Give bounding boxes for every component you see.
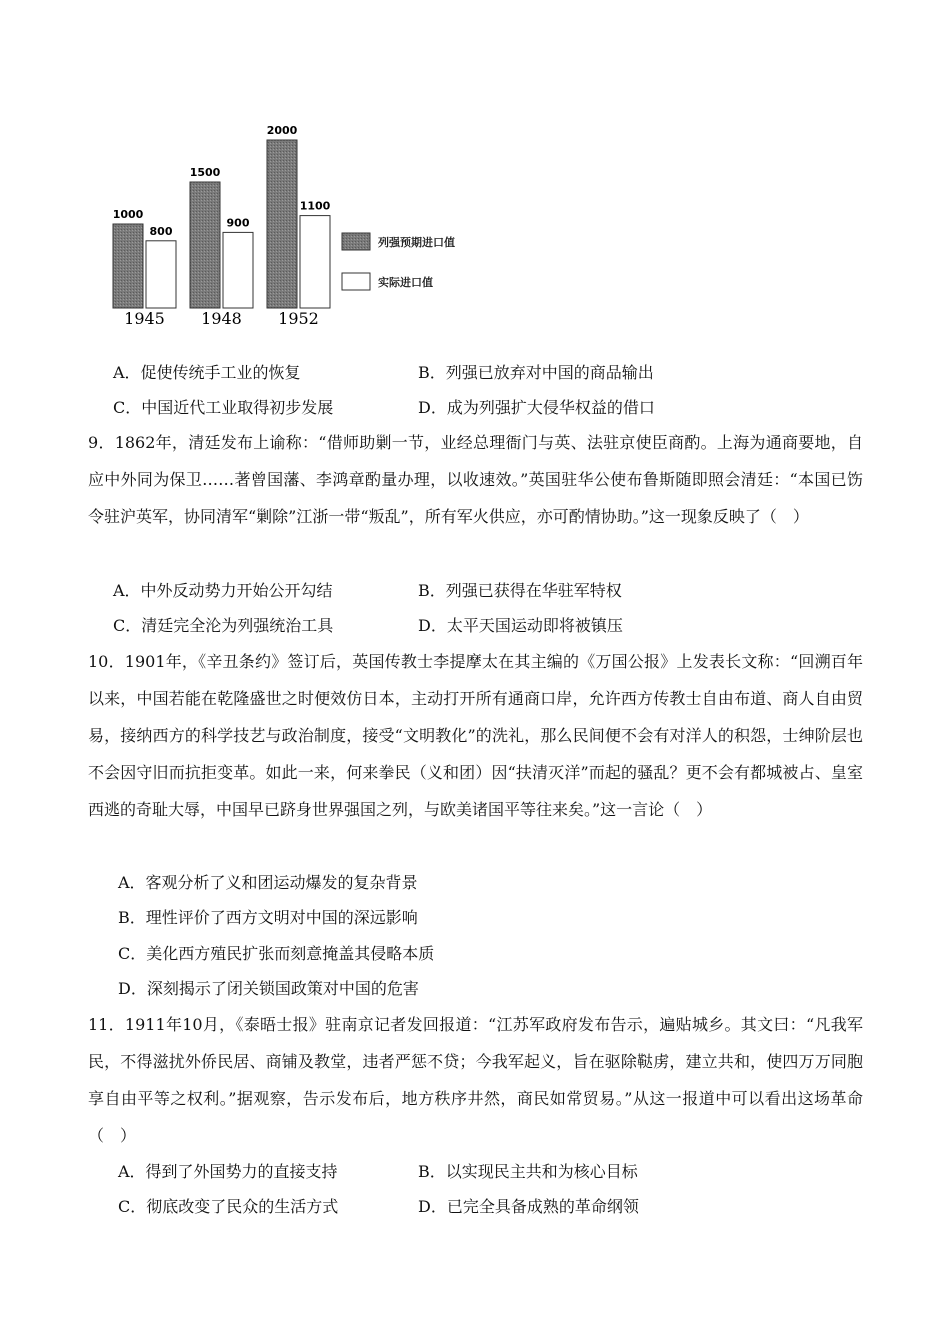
q8-option-c[interactable]: C．中国近代工业取得初步发展 xyxy=(113,398,334,417)
q11-option-c[interactable]: C．彻底改变了民众的生活方式 xyxy=(118,1197,339,1216)
category-label-1952: 1952 xyxy=(278,309,319,328)
category-label-1948: 1948 xyxy=(201,309,242,328)
q8-option-a[interactable]: A．促使传统手工业的恢复 xyxy=(113,363,301,382)
q10-option-c[interactable]: C．美化西方殖民扩张而刻意掩盖其侵略本质 xyxy=(118,944,435,963)
q10-stem: 10．1901年，《辛丑条约》签订后，英国传教士李提摩太在其主编的《万国公报》上发表长文称：“回溯百年以来，中国若能在乾隆盛世之时便效仿日本，主动打开所有通商口岸，允许西方传教士自由布道、商人自由贸易，接纳西方的科学技艺与政治制度，接受“文明教化”的洗礼，那么民间便不会有对洋人的积怨，士绅阶层也不会因守旧而抗拒变革。如此一来，何来拳民（义和团）因“扶清灭洋”而起的骚乱？更不会有都城被占、皇室西逃的奇耻大辱，中国早已跻身世界强国之列，与欧美诸国平等往来矣。”这一言论（ ） xyxy=(88,652,863,819)
q8-option-d[interactable]: D．成为列强扩大侵华权益的借口 xyxy=(418,398,655,417)
category-label-1945: 1945 xyxy=(124,309,165,328)
q9-option-a[interactable]: A．中外反动势力开始公开勾结 xyxy=(113,581,333,600)
value-label-actual-1952: 1100 xyxy=(299,199,331,213)
q11-option-b[interactable]: B．以实现民主共和为核心目标 xyxy=(418,1162,638,1181)
value-label-actual-1945: 800 xyxy=(149,224,173,238)
bar-actual-1948 xyxy=(223,232,253,308)
q9-option-b[interactable]: B．列强已获得在华驻军特权 xyxy=(418,581,622,600)
q10-option-a[interactable]: A．客观分析了义和团运动爆发的复杂背景 xyxy=(118,873,418,892)
legend-swatch-expected xyxy=(342,233,370,250)
q10-option-b[interactable]: B．理性评价了西方文明对中国的深远影响 xyxy=(118,908,418,927)
q9-stem: 9．1862年，清廷发布上谕称：“借师助剿一节，业经总理衙门与英、法驻京使臣商酌。上海为通商要地，自应中外同为保卫……著曾国藩、李鸿章酌量办理，以收速效。”英国驻华公使布鲁斯随即照会清廷：“本国已饬令驻沪英军，协同清军“剿除”江浙一带“叛乱”，所有军火供应，亦可酌情协助。”这一现象反映了（ ） xyxy=(88,433,863,526)
legend-label-expected: 列强预期进口值 xyxy=(378,236,455,249)
bar-expected-1948 xyxy=(190,182,220,308)
bar-actual-1945 xyxy=(146,241,176,308)
q11-option-d[interactable]: D．已完全具备成熟的革命纲领 xyxy=(418,1197,639,1216)
q10-option-d[interactable]: D．深刻揭示了闭关锁国政策对中国的危害 xyxy=(118,979,419,998)
legend-swatch-actual xyxy=(342,273,370,290)
value-label-expected-1945: 1000 xyxy=(112,208,144,221)
value-label-actual-1948: 900 xyxy=(226,216,250,230)
q11-stem: 11．1911年10月，《泰晤士报》驻南京记者发回报道：“江苏军政府发布告示，遍贴城乡。其文曰：“凡我军民，不得滋扰外侨民居、商铺及教堂，违者严惩不贷；今我军起义，旨在驱除鞑虏，建立共和，使四万万同胞享自由平等之权利。”据观察，告示发布后，地方秩序井然，商民如常贸易。”从这一报道中可以看出这场革命（ ） xyxy=(88,1015,863,1145)
q9-option-d[interactable]: D．太平天国运动即将被镇压 xyxy=(418,616,623,635)
q11-option-a[interactable]: A．得到了外国势力的直接支持 xyxy=(118,1162,338,1181)
q8-option-b[interactable]: B．列强已放弃对中国的商品输出 xyxy=(418,363,654,382)
legend-label-actual: 实际进口值 xyxy=(378,276,433,289)
value-label-expected-1952: 2000 xyxy=(266,124,298,137)
bar-expected-1952 xyxy=(267,140,297,308)
bar-actual-1952 xyxy=(300,216,330,308)
import-value-bar-chart xyxy=(100,118,480,338)
value-label-expected-1948: 1500 xyxy=(189,166,221,179)
bar-expected-1945 xyxy=(113,224,143,308)
q9-option-c[interactable]: C．清廷完全沦为列强统治工具 xyxy=(113,616,334,635)
